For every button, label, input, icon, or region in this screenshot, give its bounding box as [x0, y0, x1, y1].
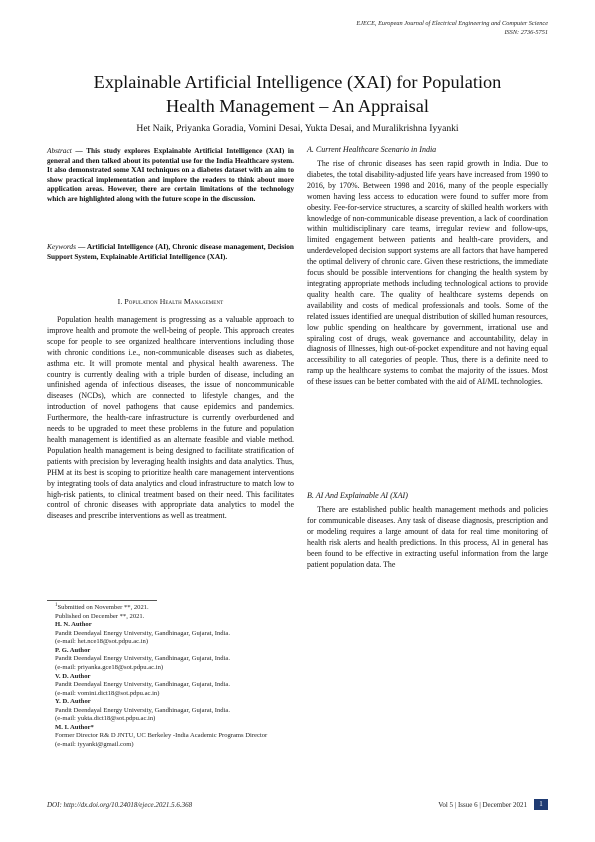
subsection-b-body	[307, 505, 548, 570]
journal-header	[356, 20, 548, 37]
footnote-author-affil: Pandit Deendayal Energy University, Gandhinagar, Gujarat, India.	[55, 681, 230, 689]
footnote-author-name: P. G. Author	[55, 646, 91, 654]
footnote-author-affil: Pandit Deendayal Energy University, Gandhinagar, Gujarat, India.	[55, 655, 230, 663]
title-line-1: Explainable Artificial Intelligence (XAI) for Population	[93, 72, 502, 92]
keywords-text: Artificial Intelligence (AI), Chronic disease management, Decision Support System, Explainable Artificial Intelligence (XAI).	[47, 242, 294, 261]
section-1-heading: I. Population Health Management	[117, 297, 224, 306]
footnote-author-email: (e-mail: yukta.dict18@sot.pdpu.ac.in)	[55, 715, 156, 723]
volume-info: Vol 5 | Issue 6 | December 2021	[438, 801, 527, 809]
footnote-author-name: H. N. Author	[55, 621, 92, 629]
subsection-b-heading: B. AI And Explainable AI (XAI)	[307, 491, 408, 500]
keywords	[47, 242, 294, 261]
footnote-author	[55, 647, 315, 673]
footnote-author	[55, 724, 315, 750]
footnote-author-email: (e-mail: het.nce18@sot.pdpu.ac.in)	[55, 638, 149, 646]
abstract	[47, 146, 294, 204]
subsection-b-paragraph: There are established public health management methods and policies for communicable diseases. Any task of disease diagnosis, prescription and or modeling requires a large amount of data for real time monitoring of health risk alerts and health predictions. In this process, AI in general has been found to be effective in extracting useful information from the large patient population data. The	[307, 505, 548, 569]
abstract-text: This study explores Explainable Artificial Intelligence (XAI) in general and then talked about its potential use for the India Healthcare system. It also demonstrated some XAI techniques on a diabetes dataset with an aim to show practical implementation and implore the readers to think about more application areas. However, there are certain limitations of the technology which are highlighted along with the future scope in the discussion.	[47, 146, 294, 203]
paper-title	[40, 70, 555, 118]
footnote-author	[55, 698, 315, 724]
footnote-author-name: V. D. Author	[55, 672, 91, 680]
footnote-submitted	[55, 602, 315, 613]
section-1-body	[47, 315, 294, 522]
keywords-label: Keywords	[47, 242, 76, 251]
page-number: 1	[534, 799, 548, 810]
footnote-rule	[47, 600, 157, 601]
section-1-paragraph: Population health management is progressing as a valuable approach to improve health and promote the well-being of people. This approach creates scope for people to see organized healthcare interventions including those with chronic conditions i.e., non-communicable diseases such as diabetes, asthma etc. It will promote mental and physical health awareness. The country is currently dealing with a triple burden of disease, including an unfinished agenda of infectious diseases, the issue of noncommunicable diseases (NCDs), which are connected to lifestyle changes, and the introduction of novel pathogens that cause epidemics and pandemics. Furthermore, the health-care infrastructure is currently overburdened and needs to be upgraded to meet these problems in the future and population health management is identified as an alternate feasible and viable method. Population health management is being designed to facilitate stratification of patients with precision by leveraging health insights and data analytics. Thus, PHM at its best is scoping to prioritize health care management interventions by integrating tools of data analytics and cloud infrastructure to match low to high-risk patients, to clinical treatment based on their need. This facilitates control of chronic diseases with appropriate data analytics to model the diseases and prescribe interventions as well as treatment.	[47, 315, 294, 521]
subsection-a-paragraph: The rise of chronic diseases has seen rapid growth in India. Due to diabetes, the total disability-adjusted life years have increased from 1990 to 2016, by 170%. Between 1998 and 2016, many of the people especially women having less access to education were found to suffer more from obesity. Fee-for-service structures, a scarcity of skilled health workers with knowledge of non-communicable disease prevention, a lack of coordination within multidisciplinary care teams, irregular review and follow-ups, limited engagement between patients and health-care providers, and underdeveloped decision support systems are all factors that have hampered the optimal delivery of chronic care. Given these restrictions, the immediate focus should be possible interventions for changing the health system by integrating appropriate methods including technological actions to provide quality health care. The quality of healthcare systems depends on availability and costs of medical professionals and tools. Some of the related issues identified are unequal distribution of skilled human resources, low public spending on healthcare by government, irrational use and spiraling cost of drugs, weak governance and accountability, delay in diagnosis of Illnesses, high out-of-pocket expenditure and not having equal accessibility to all categories of people. Thus, there is a definite need to ramp up the healthcare systems to combat the majority of the issues. Most of these issues can be better combated with the aid of AI/ML technologies.	[307, 159, 548, 387]
keywords-dash: —	[75, 242, 87, 251]
author-list: Het Naik, Priyanka Goradia, Vomini Desai, Yukta Desai, and Muralikrishna Iyyanki	[136, 123, 459, 134]
doi-link[interactable]: DOI: http://dx.doi.org/10.24018/ejece.2021.5.6.368	[47, 801, 193, 809]
subsection-a-body	[307, 159, 548, 388]
journal-issn: ISSN: 2736-5751	[504, 28, 548, 36]
subsection-a-heading: A. Current Healthcare Scenario in India	[307, 145, 437, 154]
footnote-marker: 1	[55, 603, 58, 608]
footnote-author-name: M. I. Author*	[55, 723, 94, 731]
title-line-2: Health Management – An Appraisal	[166, 96, 429, 116]
footnote-author-affil: Former Director R& D JNTU, UC Berkeley -India Academic Programs Director	[55, 732, 268, 740]
footnote-submitted-text: Submitted on November **, 2021.	[57, 604, 149, 612]
footnote-author-affil: Pandit Deendayal Energy University, Gandhinagar, Gujarat, India.	[55, 706, 230, 714]
footnote-author-email: (e-mail: priyanka.gce18@sot.pdpu.ac.in)	[55, 664, 164, 672]
footnote-author	[55, 673, 315, 699]
footnote-author-email: (e-mail: iyyanki@gmail.com)	[55, 740, 134, 748]
footnote-author-affil: Pandit Deendayal Energy University, Gandhinagar, Gujarat, India.	[55, 629, 230, 637]
abstract-label: Abstract	[47, 146, 72, 155]
footnote-author-email: (e-mail: vomini.dict18@sot.pdpu.ac.in)	[55, 689, 160, 697]
journal-name: EJECE, European Journal of Electrical Engineering and Computer Science	[356, 20, 548, 27]
footnotes	[55, 602, 315, 749]
abstract-dash: —	[71, 146, 87, 155]
footnote-author-name: Y. D. Author	[55, 698, 91, 706]
footnote-published: Published on December **, 2021.	[55, 612, 145, 620]
footnote-author	[55, 621, 315, 647]
